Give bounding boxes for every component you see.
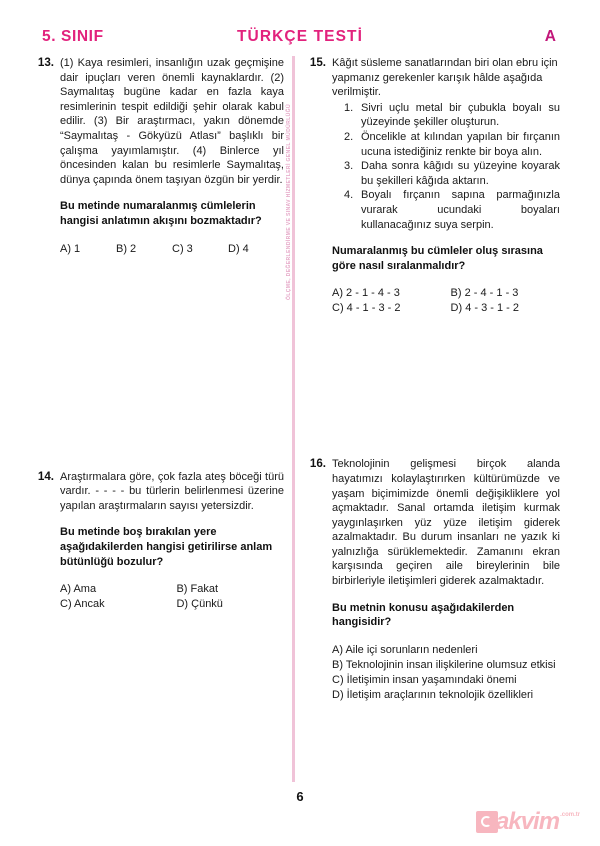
question-14-option-c[interactable]: C) Ancak [60,598,105,611]
question-15-step [344,101,560,130]
question-15-option-a[interactable]: A) 2 - 1 - 4 - 3 [332,287,400,300]
question-13-option-b[interactable]: B) 2 [116,242,137,255]
question-13-option-a[interactable]: A) 1 [60,242,81,255]
question-13-option-c[interactable]: C) 3 [172,242,193,255]
question-15-steps [332,101,560,232]
left-column [36,56,284,612]
step-number: 2. [344,130,354,143]
question-15-options [332,286,560,316]
right-column [308,56,560,703]
question-16-option-c[interactable]: C) İletişimin insan yaşamındaki önemi [332,673,517,686]
question-14-number: 14. [37,469,54,483]
step-text: Daha sonra kâğıdı su yüzeyine koyarak bu şekilleri kâğıda aktarın. [361,160,560,187]
question-15-stem: Numaralanmış bu cümleler oluş sırasına göre nasıl sıralanmalıdır? [332,245,543,272]
question-16-options [332,643,560,703]
question-13-stem: Bu metinde numaralanmış cümlelerin hangisi anlatımın akışını bozmaktadır? [60,200,262,227]
step-number: 1. [344,101,354,114]
question-14-stem: Bu metinde boş bırakılan yere aşağıdakilerden hangisi getirilirse anlam bütünlüğü bozulur? [60,526,273,568]
question-16-option-b[interactable]: B) Teknolojinin insan ilişkilerine olumsuz etkisi [332,658,556,671]
question-14-options [60,582,284,612]
question-14-option-d[interactable]: D) Çünkü [176,598,223,611]
step-text: Sivri uçlu metal bir çubukla boyalı su yüzeyinde şekiller oluşturun. [361,101,560,129]
question-13-passage: (1) Kaya resimleri, insanlığın uzak geçmişine dair ipuçları veren önemli kaynaklardır. (2) Saymalıtaş bugüne kadar en fazla kaya resimlerinin tespit edildiği şehir olarak kabul edilir. (3) Bir araştırmacı, yakın dönemde “Saymalıtaş - Gökyüzü Atlası” başlıklı bir çalışma yayımlamıştır. (4) Binlerce yıl öncesinden kalan bu resimlerle Saymalıtaş, dünya çapında önem taşıyan özgün bir yerdir. [60,57,284,186]
watermark-brand-text: akvim [496,808,560,835]
page-header [0,28,600,54]
question-15-option-c[interactable]: C) 4 - 1 - 3 - 2 [332,302,401,315]
turkish-flag-icon [476,811,498,833]
question-14-option-a[interactable]: A) Ama [60,583,97,596]
question-13 [36,56,284,257]
question-16-option-a[interactable]: A) Aile içi sorunların nedenleri [332,643,478,656]
question-13-option-d[interactable]: D) 4 [228,242,249,255]
question-15-step [344,130,560,159]
question-16-number: 16. [309,457,326,471]
question-13-options [60,242,284,257]
question-15-option-d[interactable]: D) 4 - 3 - 1 - 2 [450,302,520,315]
booklet-letter: A [544,28,556,45]
test-title: TÜRKÇE TESTİ [236,28,363,45]
question-15-step [344,188,560,232]
question-16 [308,457,560,703]
question-13-number: 13. [37,56,54,69]
question-15-step [344,159,560,188]
watermark-tld-text: .com.tr [560,812,581,818]
question-15-intro: Kâğıt süsleme sanatlarından biri olan ebru için yapmanız gerekenler karışık hâlde aşağıda verilmiştir. [332,57,558,99]
step-number: 3. [344,160,354,173]
takvim-watermark-logo [476,806,590,838]
question-14-option-b[interactable]: B) Fakat [176,583,219,596]
question-14 [36,470,284,613]
step-text: Öncelikle at kılından yapılan bir fırçanın ucuna istediğiniz renkte bir boya alın. [361,130,560,158]
question-15-option-b[interactable]: B) 2 - 4 - 1 - 3 [450,287,519,300]
question-16-passage: Teknolojinin gelişmesi birçok alanda hayatımızı kolaylaştırırken kültürümüzde ve yaşam biçimimizde önemli değişikliklere yol açmaktadır. Sanal ortamda iletişim kurmak yaygınlaşırken yüz yüze iletişim giderek azalmaktadır. Bu durum insanları ne yazık ki yalnızlığa sürüklemektedir. Zamanını ekran karşısında geçiren aile bireylerinin bile birbirleriyle iletişimleri giderek azalmaktadır. [332,458,560,588]
agency-vertical-label: ÖLÇME, DEĞERLENDİRME VE SINAV HİZMETLERİ GENEL MÜDÜRLÜĞÜ [286,104,292,300]
step-text: Boyalı fırçanın sapına parmağınızla vurarak ucundaki boyaları kullanacağınız suya serpin. [361,189,560,231]
page-number: 6 [296,789,304,804]
question-15 [308,56,560,316]
column-divider [292,56,295,782]
question-16-option-d[interactable]: D) İletişim araçlarının teknolojik özellikleri [332,688,534,701]
question-14-passage: Araştırmalara göre, çok fazla ateş böceği türü vardır. - - - - bu türlerin belirlenmesi üzerine yapılan araştırmaların sayısı yetersizdir. [60,470,284,512]
grade-label: 5. SINIF [42,28,104,45]
question-15-number: 15. [309,56,326,69]
step-number: 4. [344,189,354,202]
question-16-stem: Bu metnin konusu aşağıdakilerden hangisidir? [332,601,515,629]
